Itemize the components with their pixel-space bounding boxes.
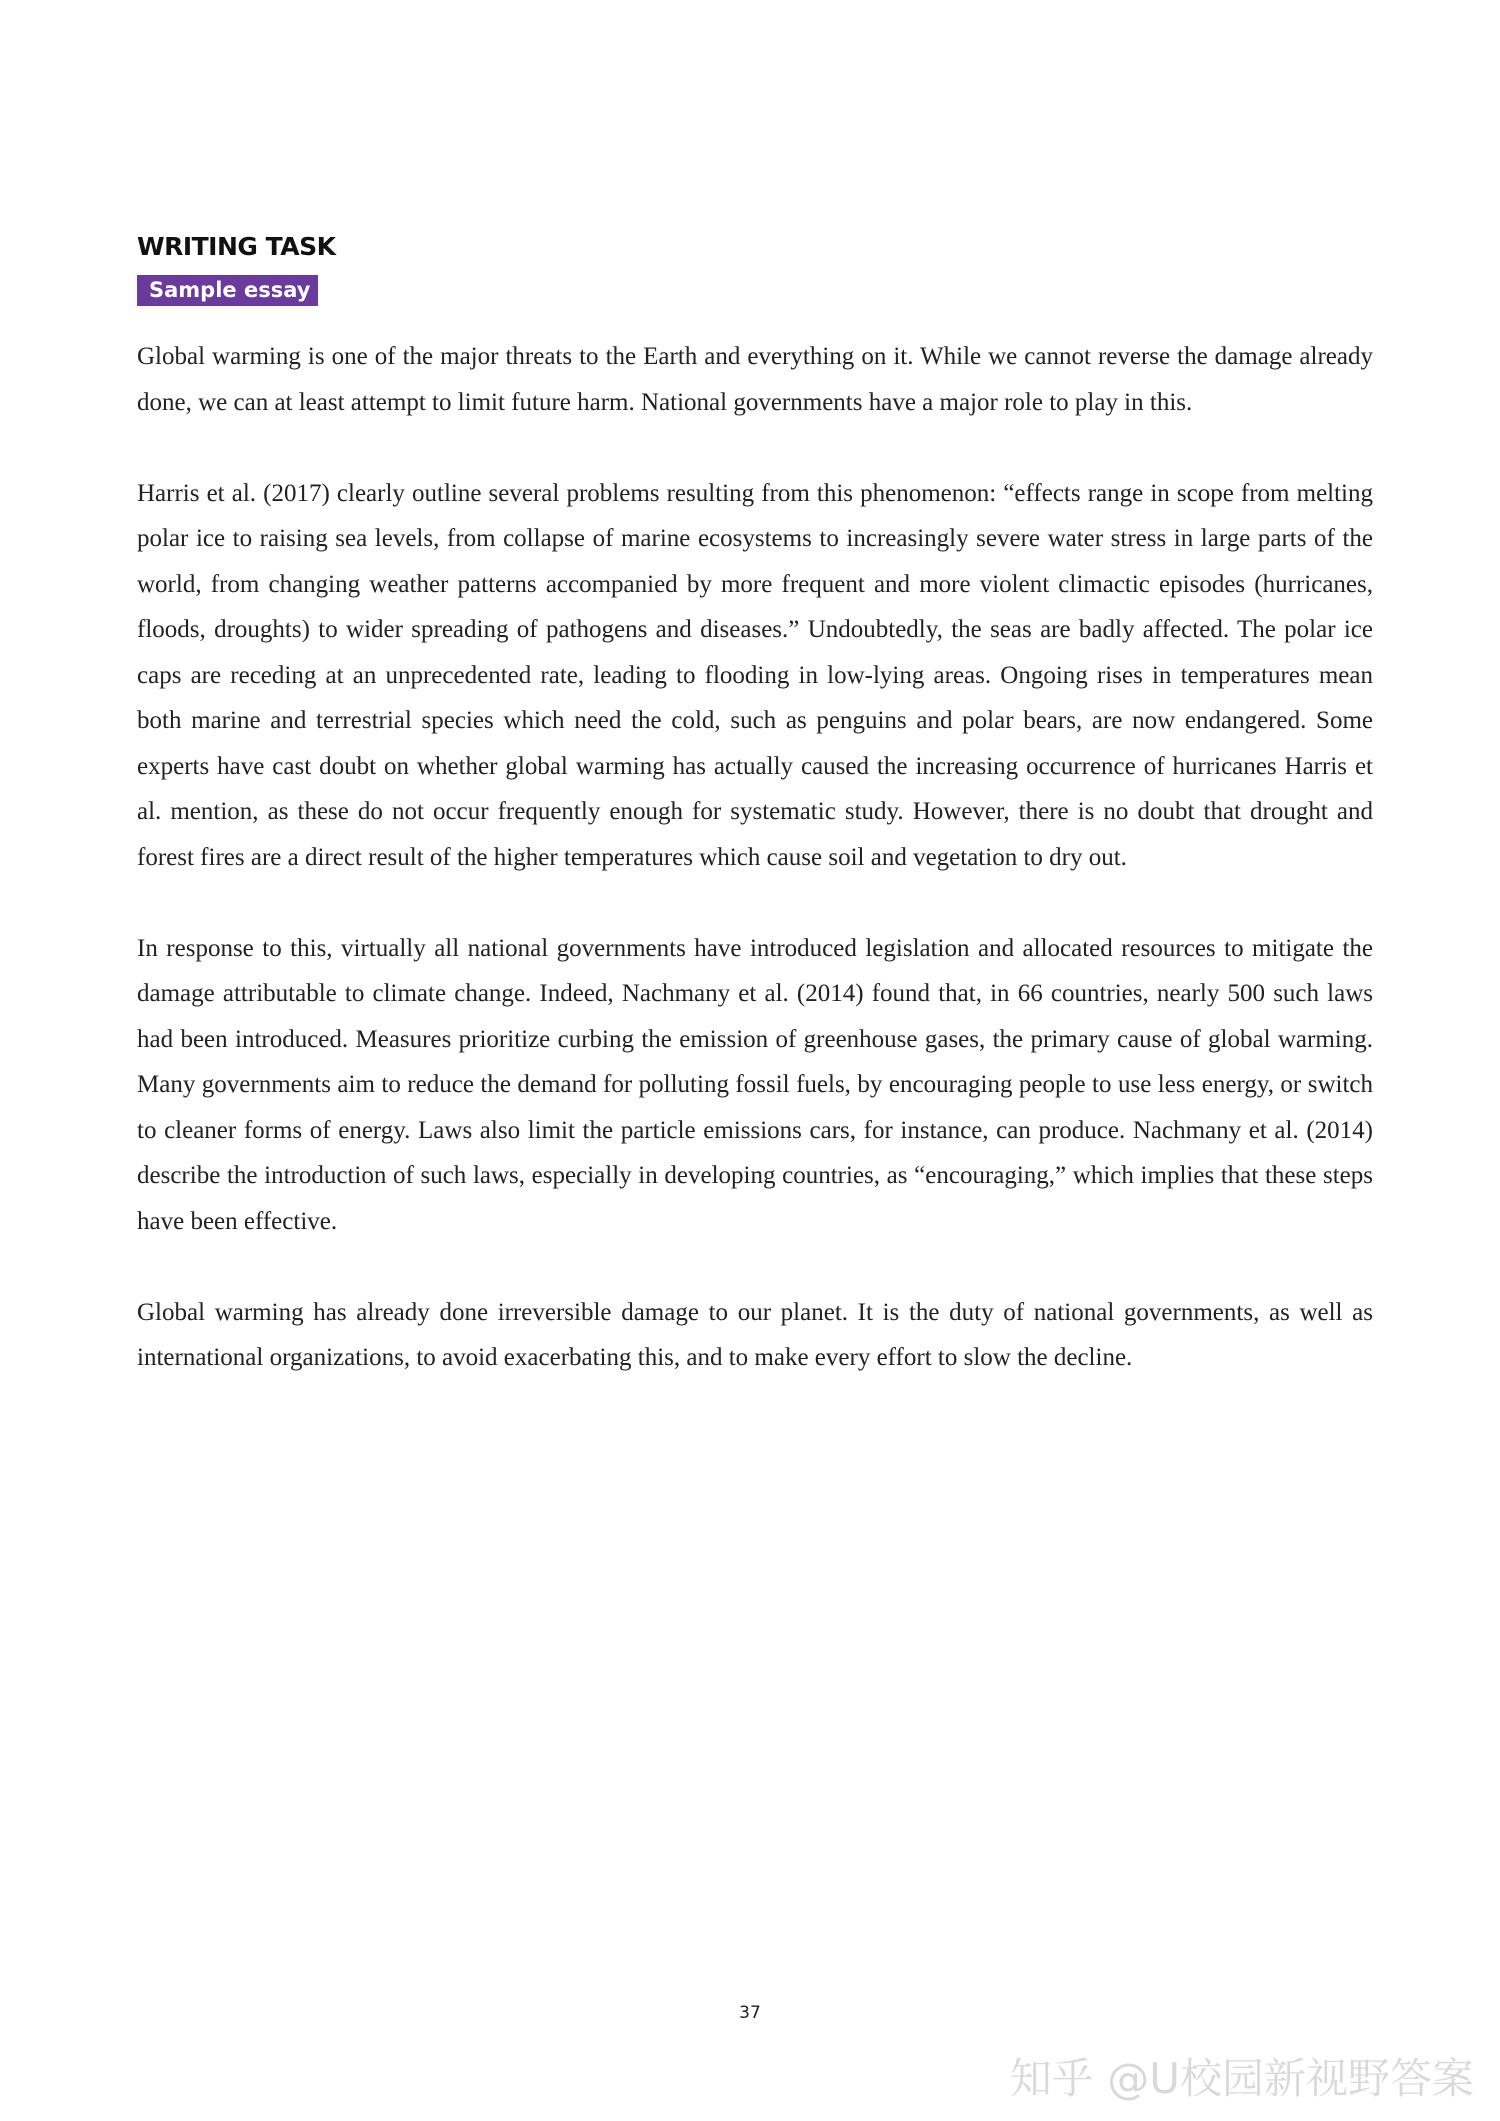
essay-paragraph-response: In response to this, virtually all national governments have introduced legislation and allocated resources to mitigate the damage attributable to climate change. Indeed, Nachmany et al. (2014) found that, in 66 countries, nearly 500 such laws had been introduced. Measures prioritize curbing the emission of greenhouse gases, the primary cause of global warming. Many governments aim to reduce the demand for polluting fossil fuels, by encouraging people to use less energy, or switch to cleaner forms of energy. Laws also limit the particle emissions cars, for instance, can produce. Nachmany et al. (2014) describe the introduction of such laws, especially in developing countries, as “encouraging,” which implies that these steps have been effective. <box>137 934 1373 1235</box>
sample-essay-badge: Sample essay <box>137 275 318 306</box>
essay-paragraph-intro: Global warming is one of the major threats to the Earth and everything on it. While we cannot reverse the damage already done, we can at least attempt to limit future harm. National governments have a major role to play in this. <box>137 343 1373 416</box>
essay-paragraph-problems: Harris et al. (2017) clearly outline several problems resulting from this phenomenon: “effects range in scope from melting polar ice to raising sea levels, from collapse of marine ecosystems to increasingly severe water stress in large parts of the world, from changing weather patterns accompanied by more frequent and more violent climactic episodes (hurricanes, floods, droughts) to wider spreading of pathogens and diseases.” Undoubtedly, the seas are badly affected. The polar ice caps are receding at an unprecedented rate, leading to flooding in low-lying areas. Ongoing rises in temperatures mean both marine and terrestrial species which need the cold, such as penguins and polar bears, are now endangered. Some experts have cast doubt on whether global warming has actually caused the increasing occurrence of hurricanes Harris et al. mention, as these do not occur frequently enough for systematic study. However, there is no doubt that drought and forest fires are a direct result of the higher temperatures which cause soil and vegetation to dry out. <box>137 479 1373 871</box>
page-number: 37 <box>739 2003 761 2023</box>
essay-body <box>137 334 1373 1426</box>
essay-paragraph-conclusion: Global warming has already done irreversible damage to our planet. It is the duty of national governments, as well as international organizations, to avoid exacerbating this, and to make every effort to slow the decline. <box>137 1298 1373 1371</box>
watermark: 知乎 @U校园新视野答案 <box>1009 2054 1474 2103</box>
section-title: WRITING TASK <box>137 232 336 261</box>
